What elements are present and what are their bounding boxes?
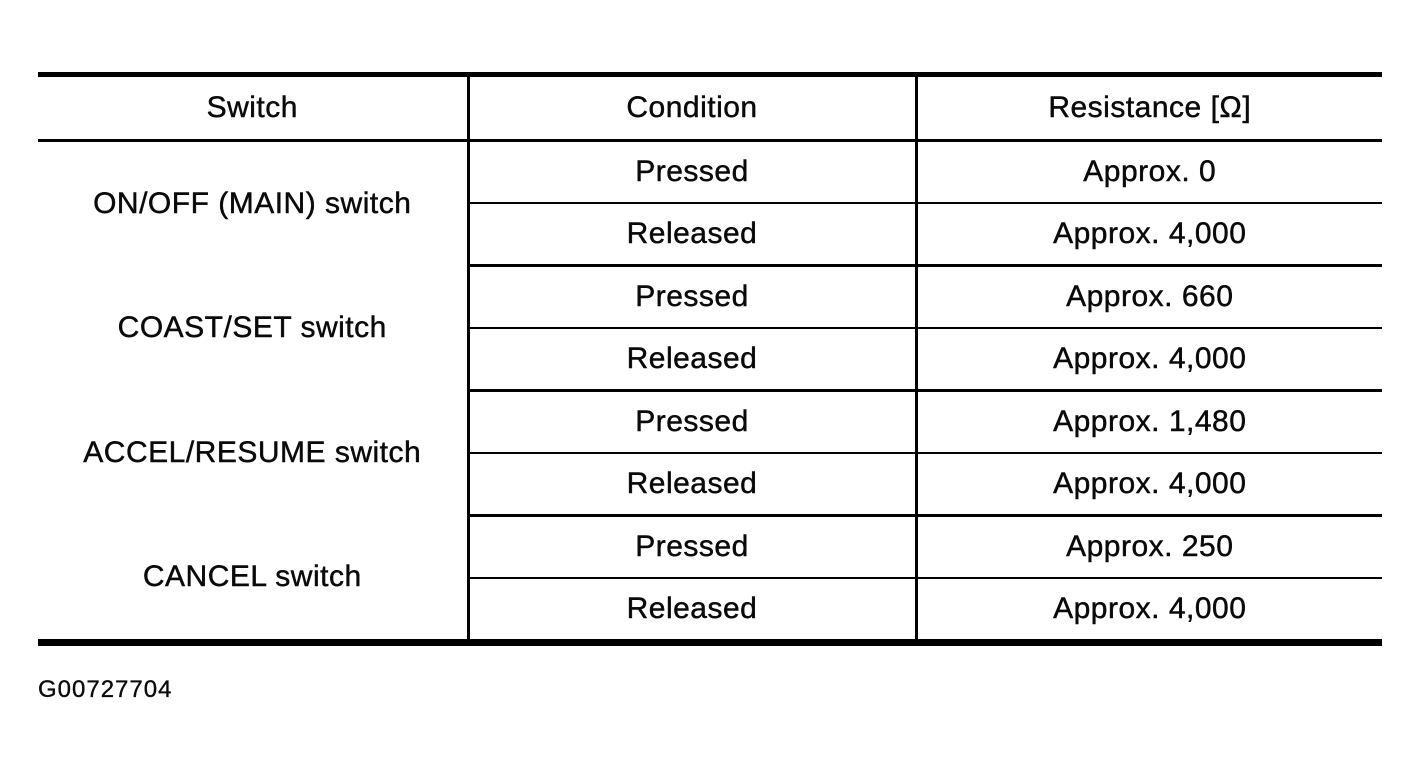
condition-cell: Pressed bbox=[468, 266, 916, 329]
header-condition: Condition bbox=[468, 75, 916, 141]
header-resistance: Resistance [Ω] bbox=[916, 75, 1382, 141]
resistance-cell: Approx. 660 bbox=[916, 266, 1382, 329]
switch-name-cell: CANCEL switch bbox=[142, 560, 362, 594]
switch-resistance-table bbox=[38, 72, 1382, 646]
condition-cell: Released bbox=[468, 578, 916, 643]
table-row bbox=[38, 391, 1382, 454]
resistance-cell: Approx. 4,000 bbox=[916, 203, 1382, 266]
switch-name-cell: COAST/SET switch bbox=[117, 311, 387, 344]
condition-cell: Released bbox=[468, 203, 916, 266]
figure-id-label: G00727704 bbox=[38, 676, 173, 703]
resistance-cell: Approx. 1,480 bbox=[916, 391, 1382, 454]
table-row bbox=[38, 516, 1382, 579]
resistance-cell: Approx. 4,000 bbox=[916, 453, 1382, 516]
resistance-cell: Approx. 0 bbox=[916, 141, 1382, 204]
table-row bbox=[38, 141, 1382, 204]
condition-cell: Pressed bbox=[468, 391, 916, 454]
condition-cell: Released bbox=[468, 453, 916, 516]
header-row bbox=[38, 75, 1382, 141]
header-switch: Switch bbox=[38, 75, 468, 141]
resistance-cell: Approx. 250 bbox=[916, 516, 1382, 579]
resistance-cell: Approx. 4,000 bbox=[916, 328, 1382, 391]
switch-name-cell: ACCEL/RESUME switch bbox=[83, 436, 422, 469]
condition-cell: Pressed bbox=[468, 141, 916, 204]
switch-name-cell: ON/OFF (MAIN) switch bbox=[93, 186, 412, 220]
condition-cell: Pressed bbox=[468, 516, 916, 579]
table-row bbox=[38, 266, 1382, 329]
resistance-cell: Approx. 4,000 bbox=[916, 578, 1382, 643]
condition-cell: Released bbox=[468, 328, 916, 391]
